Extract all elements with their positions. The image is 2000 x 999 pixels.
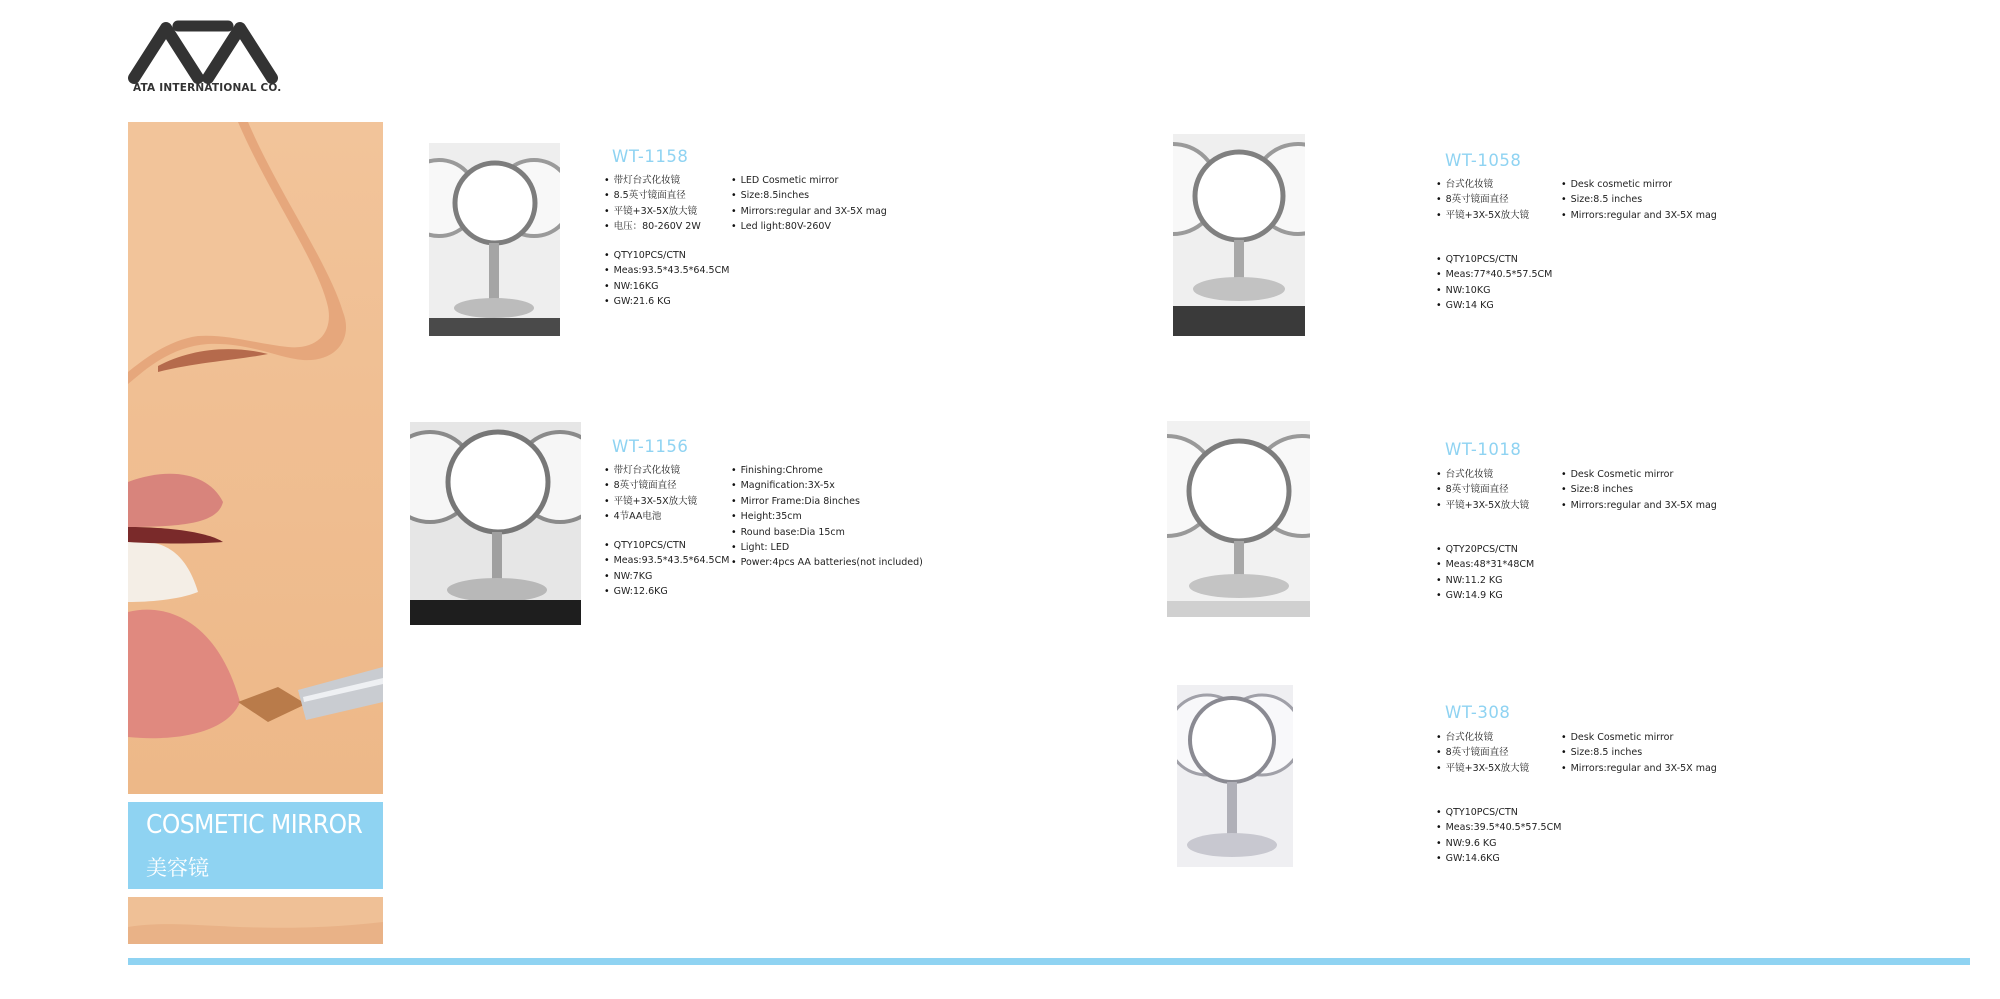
spec-item: • LED Cosmetic mirror: [731, 173, 887, 188]
product-cn-specs: [604, 463, 697, 525]
product-model: WT-1156: [612, 437, 689, 456]
spec-item: • Led light:80V-260V: [731, 219, 887, 234]
spec-item: • 8英寸镜面直径: [1436, 192, 1529, 207]
product-en-specs: [1561, 467, 1717, 513]
pack-item: • NW:11.2 KG: [1436, 573, 1534, 588]
pack-item: • Meas:93.5*43.5*64.5CM: [604, 263, 729, 278]
product-photo-wt-1058: [1173, 134, 1305, 336]
spec-item: • Power:4pcs AA batteries(not included): [731, 555, 923, 570]
spec-item: • 平镜+3X-5X放大镜: [604, 204, 701, 219]
pack-item: • GW:14.9 KG: [1436, 588, 1534, 603]
spec-item: • Size:8.5inches: [731, 188, 887, 203]
spec-item: • 台式化妆镜: [1436, 177, 1529, 192]
product-model: WT-1058: [1445, 151, 1522, 170]
spec-item: • Desk Cosmetic mirror: [1561, 730, 1717, 745]
product-model: WT-1158: [612, 147, 689, 166]
spec-item: • Mirrors:regular and 3X-5X mag: [1561, 761, 1717, 776]
category-title-en: COSMETIC MIRROR: [146, 810, 363, 840]
pack-item: • QTY10PCS/CTN: [604, 248, 729, 263]
pack-item: • NW:9.6 KG: [1436, 836, 1561, 851]
product-model: WT-308: [1445, 703, 1511, 722]
pack-item: • QTY20PCS/CTN: [1436, 542, 1534, 557]
pack-item: • QTY10PCS/CTN: [1436, 252, 1552, 267]
product-cn-specs: [604, 173, 701, 235]
spec-item: • Magnification:3X-5x: [731, 478, 923, 493]
spec-item: • Desk Cosmetic mirror: [1561, 467, 1717, 482]
product-en-specs: [1561, 177, 1717, 223]
spec-item: • 8英寸镜面直径: [604, 478, 697, 493]
spec-item: • 带灯台式化妆镜: [604, 173, 701, 188]
product-en-specs: [731, 173, 887, 235]
spec-item: • Height:35cm: [731, 509, 923, 524]
spec-item: • 8.5英寸镜面直径: [604, 188, 701, 203]
spec-item: • 8英寸镜面直径: [1436, 482, 1529, 497]
product-packing: [1436, 542, 1534, 604]
pack-item: • QTY10PCS/CTN: [604, 538, 729, 553]
pack-item: • Meas:39.5*40.5*57.5CM: [1436, 820, 1561, 835]
product-photo-wt-1158: [429, 143, 560, 336]
spec-item: • 8英寸镜面直径: [1436, 745, 1529, 760]
pack-item: • GW:12.6KG: [604, 584, 729, 599]
spec-item: • 台式化妆镜: [1436, 730, 1529, 745]
spec-item: • 电压：80-260V 2W: [604, 219, 701, 234]
spec-item: • Size:8.5 inches: [1561, 745, 1717, 760]
spec-item: • Mirrors:regular and 3X-5X mag: [1561, 208, 1717, 223]
product-packing: [604, 538, 729, 600]
spec-item: • Size:8.5 inches: [1561, 192, 1717, 207]
product-cn-specs: [1436, 730, 1529, 776]
spec-item: • Light: LED: [731, 540, 923, 555]
spec-item: • 平镜+3X-5X放大镜: [604, 494, 697, 509]
pack-item: • Meas:93.5*43.5*64.5CM: [604, 553, 729, 568]
spec-item: • 带灯台式化妆镜: [604, 463, 697, 478]
product-photo-wt-1018: [1167, 421, 1310, 617]
pack-item: • GW:14.6KG: [1436, 851, 1561, 866]
spec-item: • Size:8 inches: [1561, 482, 1717, 497]
pack-item: • QTY10PCS/CTN: [1436, 805, 1561, 820]
spec-item: • Finishing:Chrome: [731, 463, 923, 478]
pack-item: • NW:7KG: [604, 569, 729, 584]
banner-strip-image: [128, 897, 383, 944]
company-name: ATA INTERNATIONAL CO.: [133, 82, 282, 94]
product-packing: [1436, 805, 1561, 867]
spec-item: • 4节AA电池: [604, 509, 697, 524]
spec-item: • Desk cosmetic mirror: [1561, 177, 1717, 192]
product-photo-wt-308: [1177, 685, 1293, 867]
product-cn-specs: [1436, 467, 1529, 513]
pack-item: • NW:16KG: [604, 279, 729, 294]
spec-item: • Mirror Frame:Dia 8inches: [731, 494, 923, 509]
spec-item: • 平镜+3X-5X放大镜: [1436, 761, 1529, 776]
spec-item: • Mirrors:regular and 3X-5X mag: [731, 204, 887, 219]
pack-item: • GW:14 KG: [1436, 298, 1552, 313]
product-en-specs: [1561, 730, 1717, 776]
pack-item: • GW:21.6 KG: [604, 294, 729, 309]
lips-banner-image: [128, 122, 383, 794]
product-packing: [604, 248, 729, 310]
spec-item: • 平镜+3X-5X放大镜: [1436, 208, 1529, 223]
pack-item: • Meas:48*31*48CM: [1436, 557, 1534, 572]
product-model: WT-1018: [1445, 440, 1522, 459]
product-photo-wt-1156: [410, 422, 581, 625]
pack-item: • NW:10KG: [1436, 283, 1552, 298]
product-wt-1158: [612, 147, 688, 166]
product-packing: [1436, 252, 1552, 314]
product-en-specs: [731, 463, 923, 571]
pack-item: • Meas:77*40.5*57.5CM: [1436, 267, 1552, 282]
category-title-cn: 美容镜: [146, 856, 209, 880]
footer-rule: [128, 958, 1970, 965]
ata-logo-mark: [128, 16, 278, 86]
spec-item: • 台式化妆镜: [1436, 467, 1529, 482]
product-cn-specs: [1436, 177, 1529, 223]
spec-item: • Mirrors:regular and 3X-5X mag: [1561, 498, 1717, 513]
spec-item: • 平镜+3X-5X放大镜: [1436, 498, 1529, 513]
spec-item: • Round base:Dia 15cm: [731, 525, 923, 540]
